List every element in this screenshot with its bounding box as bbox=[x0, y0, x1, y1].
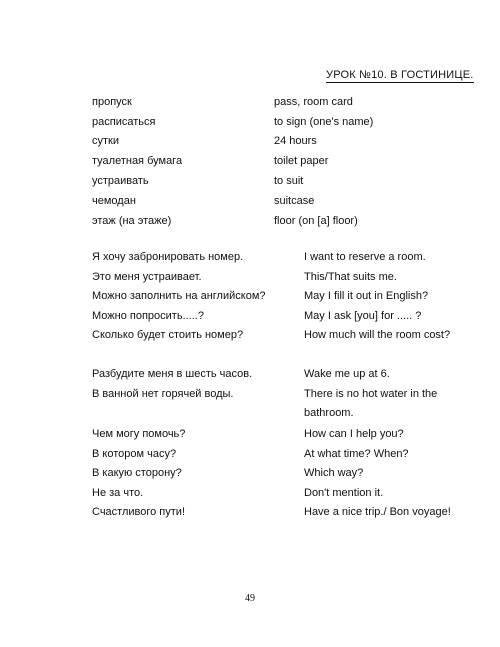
lesson-title: УРОК №10. В ГОСТИНИЦЕ. bbox=[326, 69, 474, 81]
phrase-russian: В котором часу? bbox=[92, 447, 177, 460]
vocab-russian: туалетная бумага bbox=[92, 155, 183, 168]
phrase-english: May I ask [you] for ..... ? bbox=[304, 309, 422, 322]
phrase-russian: Я хочу забронировать номер. bbox=[92, 251, 244, 263]
vocab-row bbox=[92, 171, 392, 191]
phrase-row bbox=[92, 445, 452, 465]
phrase-row bbox=[92, 287, 452, 307]
vocab-russian: устраивать bbox=[92, 175, 149, 188]
phrase-english: Have a nice trip./ Bon voyage! bbox=[304, 506, 451, 518]
vocab-row bbox=[92, 112, 392, 132]
phrase-russian: Не за что. bbox=[92, 486, 144, 499]
vocab-english: pass, room card bbox=[274, 95, 353, 108]
vocab-english: suitcase bbox=[274, 194, 315, 207]
phrase-english: How much will the room cost? bbox=[304, 329, 451, 341]
vocab-english: to suit bbox=[274, 175, 304, 188]
phrase-russian: Это меня устраивает. bbox=[92, 270, 202, 283]
phrase-russian: В ванной нет горячей воды. bbox=[92, 387, 234, 400]
phrase-row bbox=[92, 307, 452, 327]
vocab-russian: чемодан bbox=[92, 194, 136, 207]
vocab-russian: сутки bbox=[92, 135, 119, 148]
phrase-group-3 bbox=[92, 425, 452, 523]
vocab-russian: этаж (на этаже) bbox=[92, 214, 172, 227]
phrase-english: There is no hot water in the bathroom. bbox=[304, 387, 438, 419]
phrase-row bbox=[92, 464, 452, 484]
phrase-row bbox=[92, 326, 452, 346]
phrase-russian: Разбудите меня в шесть часов. bbox=[92, 368, 253, 380]
phrase-english: Wake me up at 6. bbox=[304, 368, 390, 380]
page-number: 49 bbox=[245, 593, 255, 604]
vocab-english: 24 hours bbox=[274, 135, 317, 148]
vocab-english: to sign (one's name) bbox=[274, 115, 374, 128]
phrase-row bbox=[92, 425, 452, 445]
vocab-row bbox=[92, 92, 392, 112]
phrase-russian: Счастливого пути! bbox=[92, 506, 186, 518]
phrase-row bbox=[92, 503, 452, 523]
phrase-english: Which way? bbox=[304, 467, 364, 479]
phrase-english: This/That suits me. bbox=[304, 270, 397, 283]
phrase-russian: В какую сторону? bbox=[92, 467, 182, 479]
phrase-row bbox=[92, 484, 452, 504]
phrase-group-2 bbox=[92, 365, 452, 424]
vocab-row bbox=[92, 132, 392, 152]
phrase-english: Don't mention it. bbox=[304, 486, 384, 499]
phrase-row bbox=[92, 365, 452, 385]
phrase-english: At what time? When? bbox=[304, 447, 409, 460]
phrase-russian: Можно попросить.....? bbox=[92, 309, 204, 322]
phrase-russian: Можно заполнить на английском? bbox=[92, 290, 266, 302]
vocab-russian: расписаться bbox=[92, 115, 156, 128]
vocabulary-list bbox=[92, 92, 392, 231]
vocab-row bbox=[92, 191, 392, 211]
phrase-english: May I fill it out in English? bbox=[304, 290, 429, 302]
vocab-row bbox=[92, 211, 392, 231]
phrase-group-1 bbox=[92, 248, 452, 346]
vocab-russian: пропуск bbox=[92, 95, 132, 108]
phrase-russian: Чем могу помочь? bbox=[92, 428, 186, 440]
vocab-row bbox=[92, 151, 392, 171]
vocab-english: toilet paper bbox=[274, 155, 329, 168]
phrase-row bbox=[92, 268, 452, 288]
phrase-english: How can I help you? bbox=[304, 428, 404, 440]
phrase-russian: Сколько будет стоить номер? bbox=[92, 329, 244, 341]
phrase-row bbox=[92, 248, 452, 268]
phrase-row bbox=[92, 385, 452, 424]
vocab-english: floor (on [a] floor) bbox=[274, 214, 358, 227]
phrase-english: I want to reserve a room. bbox=[304, 251, 426, 263]
